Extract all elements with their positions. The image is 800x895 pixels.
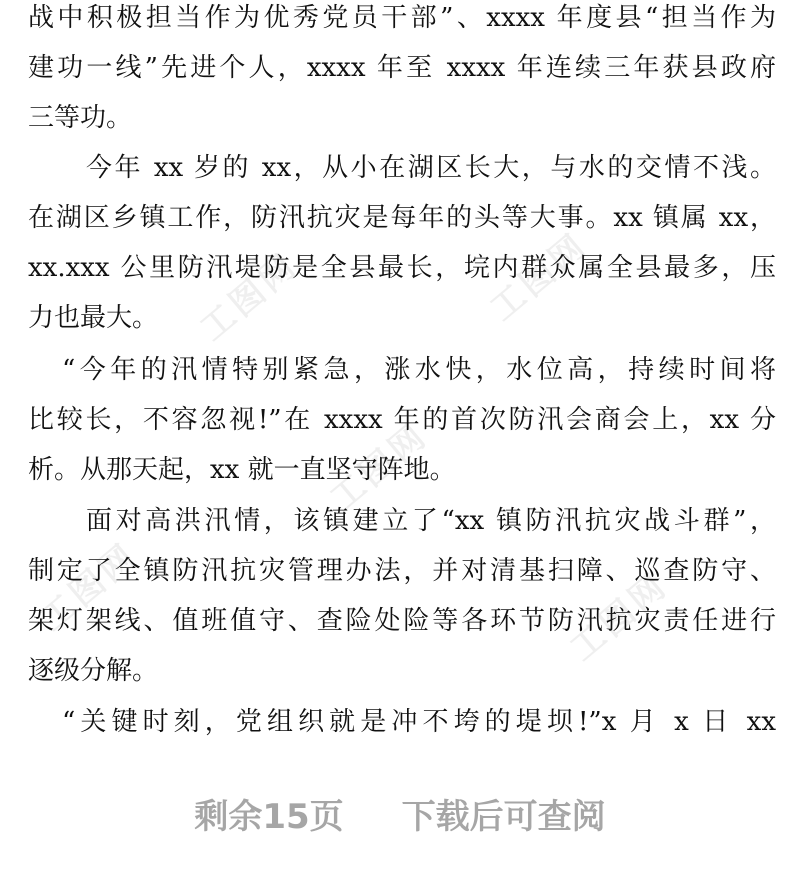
- paragraph-line: 建功一线”先进个人，xxxx 年至 xxxx 年连续三年获县政府: [28, 53, 776, 83]
- watermark: 工图网: [322, 415, 436, 520]
- watermark: 工图网: [32, 535, 146, 640]
- paragraph-line: 今年 xx 岁的 xx，从小在湖区长大，与水的交情不浅。: [86, 153, 776, 183]
- paragraph-line: 比较长，不容忽视!”在 xxxx 年的首次防汛会商会上，xx 分: [28, 405, 776, 435]
- paragraph-line: 逐级分解。: [28, 656, 159, 686]
- watermark: 工图网: [482, 225, 596, 330]
- paragraph-line: “今年的汛情特别紧急，涨水快，水位高，持续时间将: [62, 355, 776, 385]
- paragraph-line: 力也最大。: [28, 303, 159, 333]
- watermark: 工图网: [562, 565, 676, 670]
- paragraph-line: 面对高洪汛情，该镇建立了“xx 镇防汛抗灾战斗群”，: [86, 506, 776, 536]
- paragraph-line: xx.xxx 公里防汛堤防是全县最长，垸内群众属全县最多，压: [28, 253, 776, 283]
- download-prompt-link[interactable]: 下载后可查阅: [401, 797, 606, 837]
- watermark: 工图网: [192, 245, 306, 350]
- paragraph-line: 析。从那天起，xx 就一直坚守阵地。: [28, 455, 456, 485]
- paragraph-line: 制定了全镇防汛抗灾管理办法，并对清基扫障、巡查防守、: [28, 556, 776, 586]
- paragraph-line: “关键时刻，党组织就是冲不垮的堤坝!”x 月 x 日 xx: [62, 707, 776, 737]
- download-footer: [0, 795, 800, 839]
- paragraph-line: 架灯架线、值班值守、查险处险等各环节防汛抗灾责任进行: [28, 606, 776, 636]
- paragraph-line: 在湖区乡镇工作，防汛抗灾是每年的头等大事。xx 镇属 xx，: [28, 203, 776, 233]
- remaining-pages-label[interactable]: 剩余15页: [194, 797, 344, 837]
- paragraph-line: 三等功。: [28, 103, 133, 133]
- paragraph-line: 战中积极担当作为优秀党员干部”、xxxx 年度县“担当作为: [28, 3, 776, 33]
